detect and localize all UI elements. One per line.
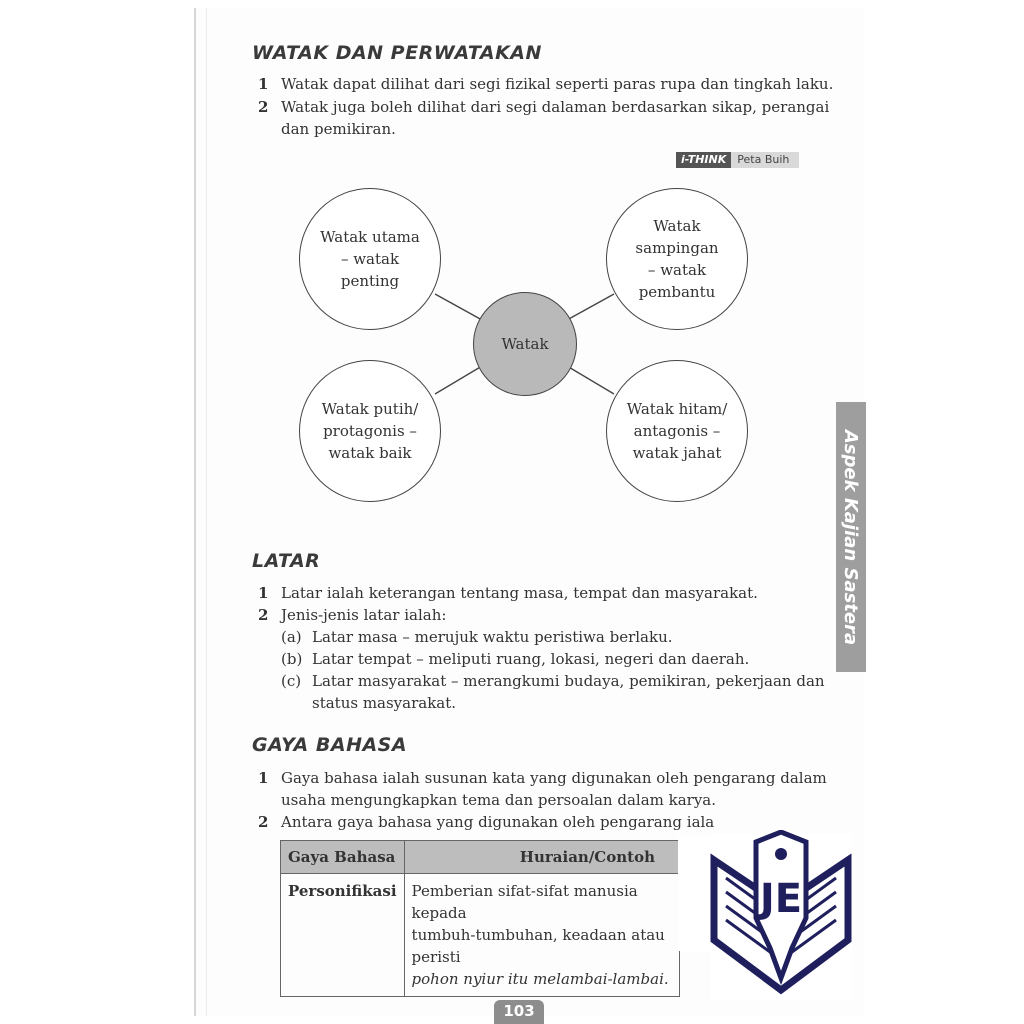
sub-text: Latar masyarakat – merangkumi budaya, pemikiran, pekerjaan dan <box>312 672 825 690</box>
bubble-line: watak jahat <box>632 444 722 462</box>
bubble-line: pembantu <box>638 283 716 301</box>
item-number: 1 <box>258 769 269 787</box>
bubble-line: Watak putih/ <box>321 400 419 418</box>
paragraph: Watak juga boleh dilihat dari segi dalaman berdasarkan sikap, perangai <box>281 98 830 116</box>
page-number: 103 <box>494 1000 544 1024</box>
description-example: pohon nyiur itu melambai-lambai. <box>411 970 669 988</box>
bubble-line: Watak <box>653 217 701 235</box>
ithink-tag: i-THINK <box>676 152 731 168</box>
side-tab-label: Aspek Kajian Sastera <box>840 429 862 645</box>
bubble-line: watak baik <box>328 444 412 462</box>
bubble-center <box>473 292 577 396</box>
gaya-bahasa-table <box>280 840 680 997</box>
paragraph: Latar ialah keterangan tentang masa, tempat dan masyarakat. <box>281 584 758 602</box>
item-number: 2 <box>258 98 269 116</box>
watermark-logo <box>706 830 856 1005</box>
item-number: 2 <box>258 606 269 624</box>
bubble-bottom-left <box>299 360 441 502</box>
table-cell-term: Personifikasi <box>281 874 405 997</box>
side-tab <box>836 402 866 672</box>
description-line: Pemberian sifat-sifat manusia kepada <box>411 882 638 922</box>
sub-text: Latar tempat – meliputi ruang, lokasi, negeri dan daerah. <box>312 650 750 668</box>
paragraph: Antara gaya bahasa yang digunakan oleh pengarang iala <box>281 813 715 831</box>
badge-label: Peta Buih <box>731 152 799 168</box>
bubble-top-right <box>606 188 748 330</box>
item-number: 1 <box>258 584 269 602</box>
bubble-top-left <box>299 188 441 330</box>
sub-label: (b) <box>281 650 303 668</box>
sub-label: (c) <box>281 672 302 690</box>
bubble-bottom-right <box>606 360 748 502</box>
bubble-line: – watak <box>647 261 707 279</box>
bubble-line: – watak <box>340 250 400 268</box>
bubble-line: Watak hitam/ <box>626 400 728 418</box>
paragraph: Gaya bahasa ialah susunan kata yang digunakan oleh pengarang dalam <box>281 769 827 787</box>
section-heading-watak: WATAK DAN PERWATAKAN <box>252 42 542 64</box>
sub-text: Latar masa – merujuk waktu peristiwa berlaku. <box>312 628 673 646</box>
table-header-row <box>281 841 680 874</box>
paragraph: usaha mengungkapkan tema dan persoalan dalam karya. <box>281 791 717 809</box>
sub-text: status masyarakat. <box>312 694 457 712</box>
description-line: tumbuh-tumbuhan, keadaan atau peristi <box>411 926 665 966</box>
paragraph: Watak dapat dilihat dari segi fizikal seperti paras rupa dan tingkah laku. <box>281 75 834 93</box>
column-header: Gaya Bahasa <box>281 841 405 874</box>
section-heading-gaya-bahasa: GAYA BAHASA <box>252 734 408 756</box>
item-number: 1 <box>258 75 269 93</box>
bubble-line: antagonis – <box>633 422 721 440</box>
bubble-line: Watak utama <box>320 228 420 246</box>
bubble-center-label: Watak <box>501 335 549 353</box>
paragraph: Jenis-jenis latar ialah: <box>281 606 447 624</box>
section-heading-latar: LATAR <box>252 550 321 572</box>
table-row <box>281 874 680 997</box>
bubble-line: protagonis – <box>323 422 417 440</box>
item-number: 2 <box>258 813 269 831</box>
column-header: Huraian/Contoh <box>404 841 679 874</box>
paragraph: dan pemikiran. <box>281 120 396 138</box>
sub-label: (a) <box>281 628 302 646</box>
bubble-line: penting <box>340 272 400 290</box>
logo-letters: JE <box>759 876 803 922</box>
bubble-line: sampingan <box>635 239 719 257</box>
table-cell-description <box>404 874 679 997</box>
